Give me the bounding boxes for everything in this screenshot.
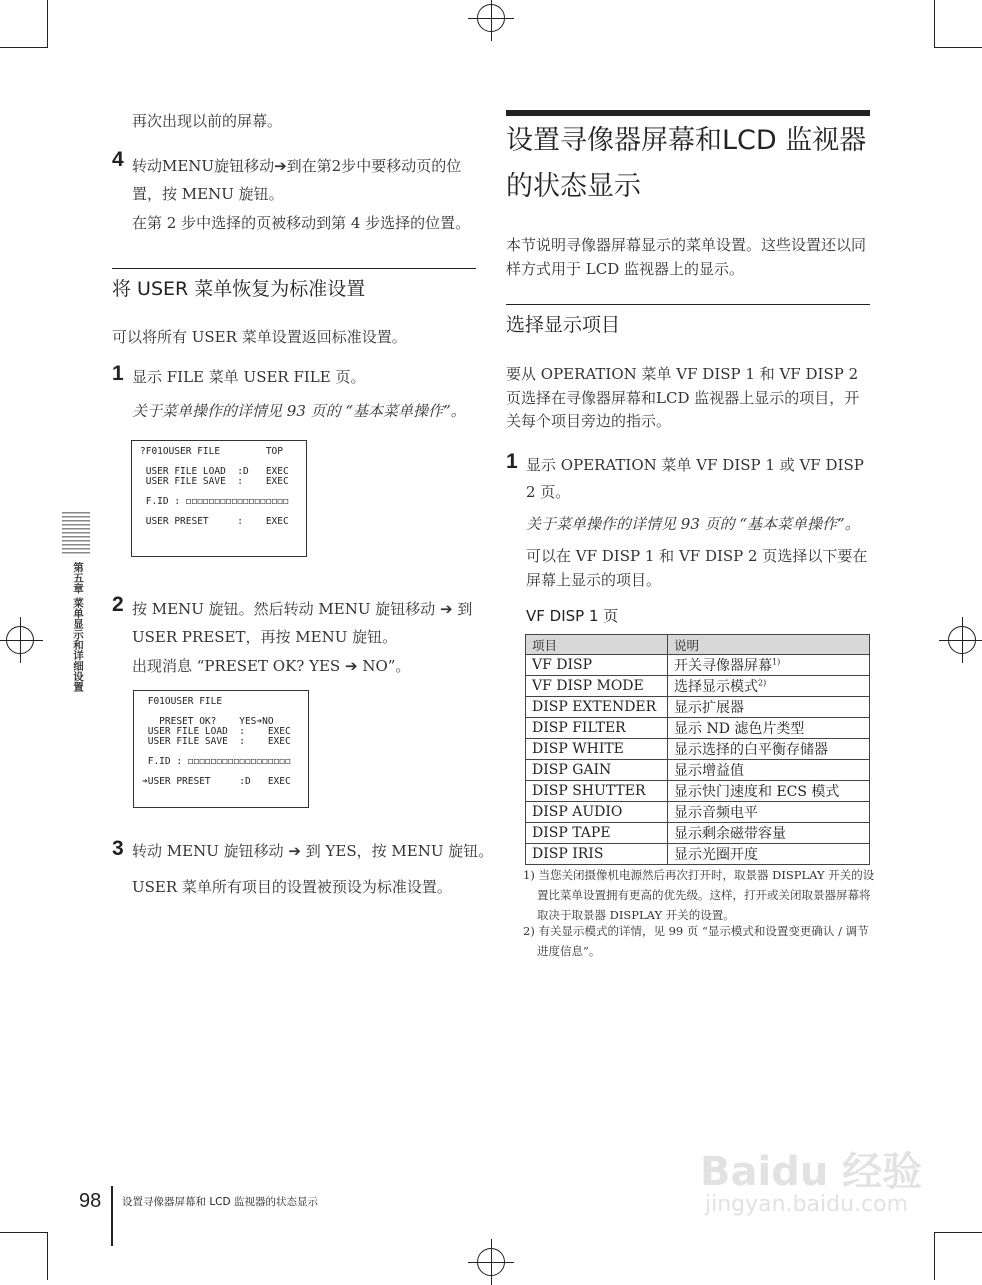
- table-row: [526, 760, 870, 781]
- watermark-logo: Baidu 经验: [700, 1149, 923, 1195]
- description-cell: [668, 823, 870, 844]
- description: 显示选择的白平衡存储器: [674, 742, 828, 758]
- step-number: 3: [112, 837, 124, 860]
- description: 显示快门速度和 ECS 模式: [674, 784, 840, 800]
- item-cell: DISP EXTENDER: [526, 697, 668, 718]
- step-text: 显示 OPERATION 菜单 VF DISP 1 或 VF DISP 2 页。: [526, 456, 864, 501]
- paragraph: 再次出现以前的屏幕。: [132, 112, 283, 130]
- crop-mark: [934, 1232, 982, 1233]
- table-row: [526, 676, 870, 697]
- item-cell: DISP TAPE: [526, 823, 668, 844]
- item-cell: VF DISP MODE: [526, 676, 668, 697]
- crop-mark: [47, 0, 48, 48]
- item-cell: DISP FILTER: [526, 718, 668, 739]
- step-number: 1: [112, 362, 124, 385]
- description-cell: [668, 697, 870, 718]
- description-cell: [668, 781, 870, 802]
- description: 选择显示模式: [674, 679, 758, 695]
- watermark-url: jingyan.baidu.com: [705, 1192, 909, 1217]
- menu-screen-user-file: ?F01OUSER FILE TOP USER FILE LOAD :D EXEC USER FILE SAVE : EXEC F.ID : ◻◻◻◻◻◻◻◻◻◻◻◻◻◻◻◻◻◻ USER PRESET : EXEC: [131, 440, 307, 557]
- step-number: 4: [112, 148, 124, 171]
- page-number: 98: [79, 1190, 102, 1212]
- footnote-ref: 2): [758, 678, 767, 688]
- item-cell: DISP IRIS: [526, 844, 668, 865]
- step-text: 按 MENU 旋钮。然后转动 MENU 旋钮移动 ➔ 到 USER PRESET，再按 MENU 旋钮。: [132, 600, 473, 646]
- step-note: 在第 2 步中选择的页被移动到第 4 步选择的位置。: [132, 214, 471, 232]
- item-cell: VF DISP: [526, 655, 668, 676]
- vf-disp-table: [525, 634, 870, 865]
- description: 开关寻像器屏幕: [674, 658, 772, 674]
- description-cell: [668, 844, 870, 865]
- registration-mark: [6, 626, 34, 654]
- chapter-tab-stripes: [62, 512, 90, 556]
- step-number: 2: [112, 593, 124, 616]
- registration-mark: [948, 626, 976, 654]
- column-header: 项目: [526, 635, 668, 655]
- cross-reference: 关于菜单操作的详情见 93 页的 “基本菜单操作”。: [526, 515, 860, 533]
- description: 显示剩余磁带容量: [674, 826, 786, 842]
- description: 显示扩展器: [674, 700, 744, 716]
- footnote: 1) 当您关闭摄像机电源然后再次打开时，取景器 DISPLAY 开关的设置比菜单设置拥有更高的优先级。这样，打开或关闭取景器屏幕将取决于取景器 DISPLAY 开关的设置。: [523, 868, 875, 922]
- step-note: 可以在 VF DISP 1 和 VF DISP 2 页选择以下要在屏幕上显示的项目。: [526, 547, 868, 589]
- registration-mark: [477, 1248, 505, 1276]
- step-note: USER 菜单所有项目的设置被预设为标准设置。: [132, 878, 452, 896]
- table-row: [526, 697, 870, 718]
- column-header: 说明: [668, 635, 870, 655]
- registration-mark: [477, 4, 505, 32]
- crop-mark: [934, 1232, 935, 1280]
- paragraph: 要从 OPERATION 菜单 VF DISP 1 和 VF DISP 2 页选择在寻像器屏幕和LCD 监视器上显示的项目，开关每个项目旁边的指示。: [506, 365, 860, 430]
- crop-mark: [0, 1232, 48, 1233]
- footnote: 2) 有关显示模式的详情，见 99 页 “显示模式和设置变更确认 / 调节进度信息”。: [523, 924, 869, 958]
- table-row: [526, 823, 870, 844]
- paragraph: 本节说明寻像器屏幕显示的菜单设置。这些设置还以同样方式用于 LCD 监视器上的显示。: [506, 236, 867, 278]
- crop-mark: [47, 1232, 48, 1280]
- footnote-ref: 1): [772, 657, 781, 667]
- table-title: VF DISP 1 页: [526, 607, 619, 625]
- table-row: [526, 781, 870, 802]
- chapter-side-tab: 第五章 菜单显示和详细设置: [72, 562, 84, 692]
- crop-mark: [0, 47, 48, 48]
- step-text: 转动MENU旋钮移动➔到在第2步中要移动页的位置，按 MENU 旋钮。: [132, 157, 462, 203]
- step-number: 1: [506, 450, 518, 473]
- table-row: [526, 718, 870, 739]
- section-title: 选择显示项目: [506, 314, 621, 336]
- page-title: 设置寻像器屏幕和LCD 监视器的状态显示: [506, 125, 867, 202]
- crop-mark: [934, 0, 935, 48]
- item-cell: DISP SHUTTER: [526, 781, 668, 802]
- description-cell: [668, 676, 870, 697]
- description: 显示 ND 滤色片类型: [674, 721, 805, 737]
- cross-reference: 关于菜单操作的详情见 93 页的 “基本菜单操作”。: [132, 402, 466, 420]
- description-cell: [668, 802, 870, 823]
- description-cell: [668, 739, 870, 760]
- step-text: 显示 FILE 菜单 USER FILE 页。: [132, 368, 366, 386]
- table-row: [526, 844, 870, 865]
- description: 显示光圈开度: [674, 847, 758, 863]
- description-cell: [668, 760, 870, 781]
- paragraph: 可以将所有 USER 菜单设置返回标准设置。: [112, 328, 407, 346]
- item-cell: DISP AUDIO: [526, 802, 668, 823]
- table-row: [526, 739, 870, 760]
- item-cell: DISP GAIN: [526, 760, 668, 781]
- crop-mark: [934, 47, 982, 48]
- menu-screen-preset-confirm: F01OUSER FILE PRESET OK? YES➔NO USER FILE LOAD : EXEC USER FILE SAVE : EXEC F.ID : ◻◻◻◻◻◻◻◻◻◻◻◻◻◻◻◻◻◻ ➔USER PRESET :D EXEC: [133, 690, 309, 808]
- step-text: 转动 MENU 旋钮移动 ➔ 到 YES，按 MENU 旋钮。: [132, 842, 494, 860]
- description: 显示音频电平: [674, 805, 758, 821]
- description: 显示增益值: [674, 763, 744, 779]
- item-cell: DISP WHITE: [526, 739, 668, 760]
- description-cell: [668, 655, 870, 676]
- table-row: [526, 802, 870, 823]
- table-row: [526, 655, 870, 676]
- section-title: 将 USER 菜单恢复为标准设置: [112, 278, 366, 300]
- description-cell: [668, 718, 870, 739]
- step-note: 出现消息 “PRESET OK? YES ➔ NO”。: [132, 657, 411, 675]
- running-footer: 设置寻像器屏幕和 LCD 监视器的状态显示: [122, 1196, 318, 1208]
